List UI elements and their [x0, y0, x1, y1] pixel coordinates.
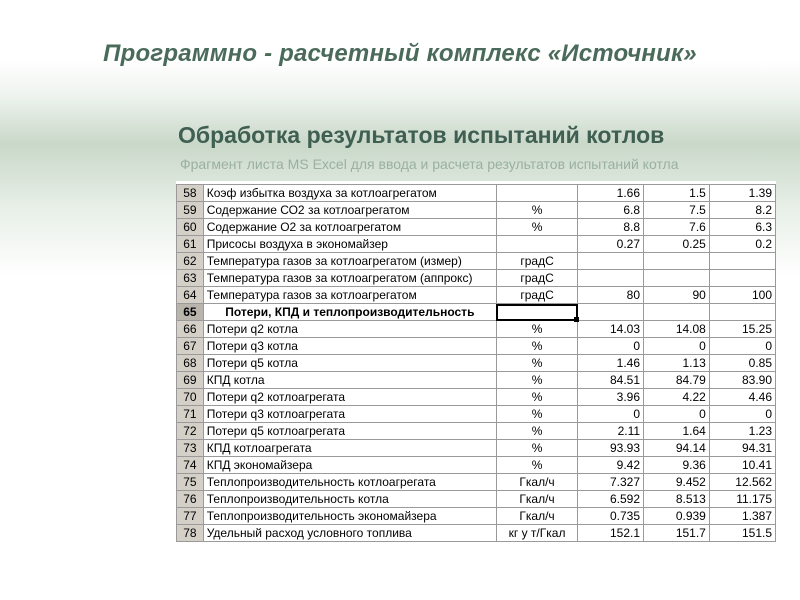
cell-parameter-name[interactable]: Теплопроизводительность котла: [203, 491, 496, 508]
row-header[interactable]: 64: [177, 287, 204, 304]
cell-value-3[interactable]: 12.562: [709, 474, 775, 491]
cell-value-3[interactable]: 0.85: [709, 355, 775, 372]
cell-parameter-name[interactable]: Потери q5 котлоагрегата: [203, 423, 496, 440]
cell-value-2[interactable]: 0.25: [644, 236, 710, 253]
cell-value-1[interactable]: 8.8: [578, 219, 644, 236]
fill-handle[interactable]: [574, 317, 579, 322]
cell-value-2[interactable]: 9.452: [644, 474, 710, 491]
cell-value-3[interactable]: 0: [709, 406, 775, 423]
cell-unit[interactable]: %: [496, 355, 577, 372]
table-row: [177, 219, 776, 236]
cell-parameter-name[interactable]: КПД котлоагрегата: [203, 440, 496, 457]
cell-value-3[interactable]: [709, 270, 775, 287]
cell-value-2[interactable]: 7.6: [644, 219, 710, 236]
cell-parameter-name[interactable]: Потери q3 котла: [203, 338, 496, 355]
row-header[interactable]: 75: [177, 474, 204, 491]
cell-parameter-name[interactable]: Температура газов за котлоагрегатом (аппрокс): [203, 270, 496, 287]
row-header[interactable]: 73: [177, 440, 204, 457]
cell-value-1[interactable]: 1.66: [578, 185, 644, 202]
table-row: [177, 508, 776, 525]
table-row: [177, 236, 776, 253]
row-header[interactable]: 59: [177, 202, 204, 219]
row-header[interactable]: 74: [177, 457, 204, 474]
table-row: [177, 389, 776, 406]
cell-value-3[interactable]: 1.39: [709, 185, 775, 202]
cell-parameter-name[interactable]: Коэф избытка воздуха за котлоагрегатом: [203, 185, 496, 202]
slide-title: Программно - расчетный комплекс «Источник»: [103, 40, 697, 67]
table-row: [177, 440, 776, 457]
table-row: [177, 474, 776, 491]
cell-value-2[interactable]: 84.79: [644, 372, 710, 389]
table-row: [177, 525, 776, 542]
cell-value-1[interactable]: 1.46: [578, 355, 644, 372]
cell-value-1[interactable]: 14.03: [578, 321, 644, 338]
excel-sheet-fragment: [176, 181, 776, 547]
cell-parameter-name[interactable]: Содержание СО2 за котлоагрегатом: [203, 202, 496, 219]
cell-parameter-name[interactable]: Присосы воздуха в экономайзер: [203, 236, 496, 253]
cell-value-2[interactable]: 14.08: [644, 321, 710, 338]
cell-value-2[interactable]: 8.513: [644, 491, 710, 508]
row-header[interactable]: 63: [177, 270, 204, 287]
cell-parameter-name[interactable]: Удельный расход условного топлива: [203, 525, 496, 542]
cell-value-2[interactable]: 94.14: [644, 440, 710, 457]
cell-value-3[interactable]: [709, 304, 775, 321]
cell-value-2[interactable]: 0: [644, 406, 710, 423]
cell-value-3[interactable]: 100: [709, 287, 775, 304]
selected-cell[interactable]: [496, 304, 577, 321]
cell-value-1[interactable]: 152.1: [578, 525, 644, 542]
cell-unit[interactable]: Гкал/ч: [496, 508, 577, 525]
row-header[interactable]: 71: [177, 406, 204, 423]
cell-value-1[interactable]: [578, 253, 644, 270]
table-row: [177, 270, 776, 287]
cell-value-1[interactable]: 80: [578, 287, 644, 304]
cell-value-2[interactable]: 1.5: [644, 185, 710, 202]
cell-value-1[interactable]: 3.96: [578, 389, 644, 406]
table-row: [177, 321, 776, 338]
cell-value-3[interactable]: 4.46: [709, 389, 775, 406]
cell-value-2[interactable]: [644, 253, 710, 270]
cell-value-1[interactable]: 0: [578, 338, 644, 355]
row-header[interactable]: 70: [177, 389, 204, 406]
cell-value-3[interactable]: 94.31: [709, 440, 775, 457]
row-header[interactable]: 68: [177, 355, 204, 372]
table-row: [177, 491, 776, 508]
cell-value-1[interactable]: 84.51: [578, 372, 644, 389]
table-row: [177, 457, 776, 474]
cell-parameter-name[interactable]: КПД котла: [203, 372, 496, 389]
cell-value-1[interactable]: 9.42: [578, 457, 644, 474]
cell-unit[interactable]: %: [496, 440, 577, 457]
cell-unit[interactable]: %: [496, 219, 577, 236]
row-header[interactable]: 65: [177, 304, 204, 321]
row-header[interactable]: 62: [177, 253, 204, 270]
cell-value-1[interactable]: [578, 270, 644, 287]
spreadsheet-grid: [176, 184, 776, 542]
cell-unit[interactable]: %: [496, 389, 577, 406]
cell-unit[interactable]: Гкал/ч: [496, 491, 577, 508]
table-row: [177, 338, 776, 355]
cell-value-3[interactable]: 151.5: [709, 525, 775, 542]
cell-unit[interactable]: градС: [496, 287, 577, 304]
cell-value-2[interactable]: 0.939: [644, 508, 710, 525]
cell-unit[interactable]: кг у т/Гкал: [496, 525, 577, 542]
cell-value-2[interactable]: 90: [644, 287, 710, 304]
cell-unit[interactable]: градС: [496, 270, 577, 287]
cell-value-2[interactable]: [644, 270, 710, 287]
cell-unit[interactable]: Гкал/ч: [496, 474, 577, 491]
cell-value-2[interactable]: 4.22: [644, 389, 710, 406]
cell-value-2[interactable]: 9.36: [644, 457, 710, 474]
cell-value-3[interactable]: 11.175: [709, 491, 775, 508]
row-header[interactable]: 72: [177, 423, 204, 440]
cell-value-2[interactable]: 1.13: [644, 355, 710, 372]
slide-subtitle: Обработка результатов испытаний котлов: [178, 122, 665, 148]
cell-value-1[interactable]: 0.735: [578, 508, 644, 525]
cell-value-3[interactable]: [709, 253, 775, 270]
cell-parameter-name[interactable]: Потери q2 котла: [203, 321, 496, 338]
cell-parameter-name[interactable]: Потери, КПД и теплопроизводительность: [203, 304, 496, 321]
cell-parameter-name[interactable]: КПД экономайзера: [203, 457, 496, 474]
cell-parameter-name[interactable]: Потери q3 котлоагрегата: [203, 406, 496, 423]
cell-value-1[interactable]: 0: [578, 406, 644, 423]
cell-value-3[interactable]: 6.3: [709, 219, 775, 236]
cell-value-1[interactable]: 0.27: [578, 236, 644, 253]
cell-unit[interactable]: %: [496, 372, 577, 389]
cell-value-3[interactable]: 15.25: [709, 321, 775, 338]
cell-value-1[interactable]: 7.327: [578, 474, 644, 491]
cell-value-1[interactable]: 6.8: [578, 202, 644, 219]
cell-value-3[interactable]: 8.2: [709, 202, 775, 219]
cell-parameter-name[interactable]: Температура газов за котлоагрегатом (измер): [203, 253, 496, 270]
cell-unit[interactable]: %: [496, 202, 577, 219]
table-row: [177, 304, 776, 321]
cell-unit[interactable]: градС: [496, 253, 577, 270]
cell-unit[interactable]: [496, 236, 577, 253]
slide-caption: Фрагмент листа MS Excel для ввода и расчета результатов испытаний котла: [180, 156, 679, 172]
cell-value-1[interactable]: 93.93: [578, 440, 644, 457]
table-row: [177, 202, 776, 219]
cell-value-3[interactable]: 83.90: [709, 372, 775, 389]
row-header[interactable]: 76: [177, 491, 204, 508]
cell-value-3[interactable]: 0.2: [709, 236, 775, 253]
cell-unit[interactable]: %: [496, 406, 577, 423]
cell-value-2[interactable]: 7.5: [644, 202, 710, 219]
cell-value-2[interactable]: 1.64: [644, 423, 710, 440]
table-row: [177, 185, 776, 202]
row-header[interactable]: 67: [177, 338, 204, 355]
cell-unit[interactable]: %: [496, 321, 577, 338]
row-header[interactable]: 58: [177, 185, 204, 202]
table-row: [177, 372, 776, 389]
cell-value-3[interactable]: 1.23: [709, 423, 775, 440]
table-row: [177, 253, 776, 270]
cell-value-3[interactable]: 0: [709, 338, 775, 355]
cell-unit[interactable]: %: [496, 457, 577, 474]
cell-value-1[interactable]: [578, 304, 644, 321]
table-row: [177, 287, 776, 304]
row-header[interactable]: 61: [177, 236, 204, 253]
row-header[interactable]: 78: [177, 525, 204, 542]
cell-parameter-name[interactable]: Температура газов за котлоагрегатом: [203, 287, 496, 304]
cell-value-2[interactable]: 151.7: [644, 525, 710, 542]
cell-unit[interactable]: %: [496, 338, 577, 355]
cell-value-1[interactable]: 2.11: [578, 423, 644, 440]
table-row: [177, 355, 776, 372]
cell-unit[interactable]: %: [496, 423, 577, 440]
row-header[interactable]: 69: [177, 372, 204, 389]
cell-value-2[interactable]: [644, 304, 710, 321]
row-header[interactable]: 66: [177, 321, 204, 338]
cell-parameter-name[interactable]: Содержание О2 за котлоагрегатом: [203, 219, 496, 236]
cell-value-1[interactable]: 6.592: [578, 491, 644, 508]
row-header[interactable]: 77: [177, 508, 204, 525]
cell-parameter-name[interactable]: Теплопроизводительность котлоагрегата: [203, 474, 496, 491]
cell-parameter-name[interactable]: Теплопроизводительность экономайзера: [203, 508, 496, 525]
cell-value-2[interactable]: 0: [644, 338, 710, 355]
row-header[interactable]: 60: [177, 219, 204, 236]
table-row: [177, 406, 776, 423]
cell-value-3[interactable]: 10.41: [709, 457, 775, 474]
table-row: [177, 423, 776, 440]
cell-value-3[interactable]: 1.387: [709, 508, 775, 525]
cell-unit[interactable]: [496, 185, 577, 202]
cell-parameter-name[interactable]: Потери q5 котла: [203, 355, 496, 372]
cell-parameter-name[interactable]: Потери q2 котлоагрегата: [203, 389, 496, 406]
